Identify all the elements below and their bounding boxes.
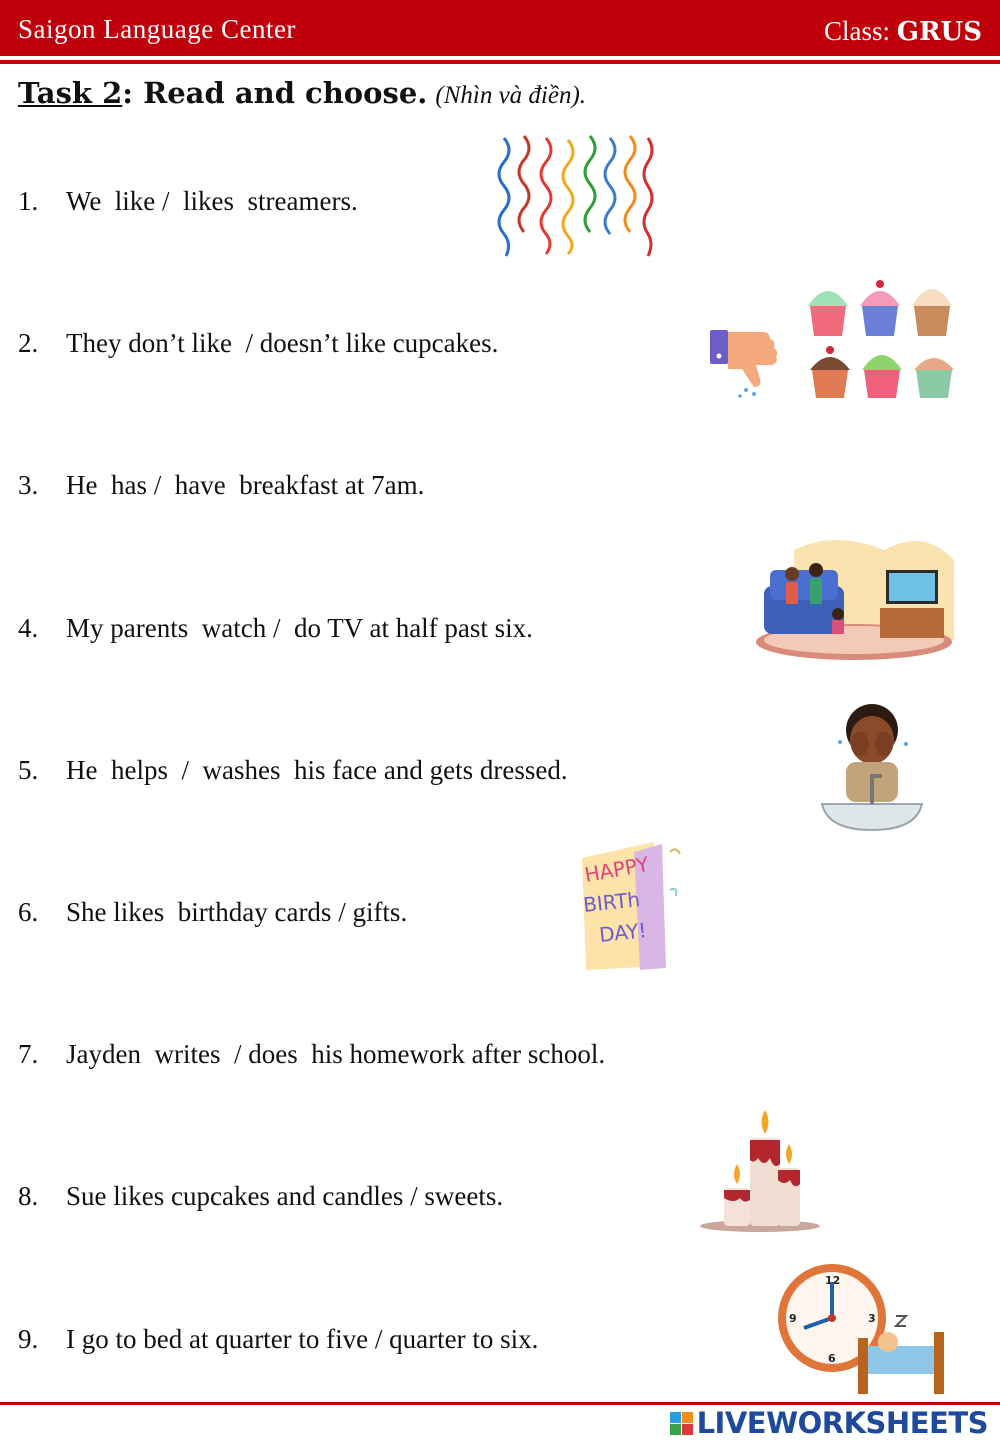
clock-three: 3 <box>868 1312 876 1325</box>
thumbs-down-icon <box>706 322 782 400</box>
card-line-1: HAPPY <box>582 852 651 887</box>
question-number: 5. <box>18 755 39 785</box>
birthday-card-icon <box>578 838 688 974</box>
question-8[interactable] <box>18 1181 503 1212</box>
clock-six: 6 <box>828 1352 836 1365</box>
question-text: He has / have breakfast at 7am. <box>66 470 425 500</box>
clock-twelve: 12 <box>825 1274 841 1287</box>
header-bar <box>0 0 1000 56</box>
class-name: GRUS <box>896 17 982 47</box>
class-info <box>824 16 982 47</box>
cupcakes-icon <box>804 276 956 402</box>
clock-bed-icon <box>776 1262 946 1398</box>
task-heading <box>18 76 586 110</box>
streamers-icon <box>496 134 658 260</box>
clock-nine: 9 <box>789 1312 797 1325</box>
question-number: 1. <box>18 186 39 216</box>
boy-washing-face-icon <box>816 700 924 834</box>
task-title: : Read and choose. <box>122 76 428 110</box>
question-text: Jayden writes / does his homework after school. <box>66 1039 606 1069</box>
question-text: He helps / washes his face and gets dressed. <box>66 755 568 785</box>
logo-blocks-icon <box>670 1412 693 1435</box>
question-6[interactable] <box>18 897 407 928</box>
question-text: She likes birthday cards / gifts. <box>66 897 408 927</box>
question-1[interactable] <box>18 186 358 217</box>
footer-brand: LIVEWORKSHEETS <box>696 1406 988 1440</box>
liveworksheets-logo <box>670 1406 988 1440</box>
task-subtitle: (Nhìn và điền). <box>435 82 587 109</box>
school-name: Saigon Language Center <box>18 14 296 44</box>
question-text: We like / likes streamers. <box>66 186 358 216</box>
card-line-2: BIRTh <box>582 887 642 917</box>
header-divider <box>0 60 1000 64</box>
question-9[interactable] <box>18 1324 538 1355</box>
question-3[interactable] <box>18 470 424 501</box>
question-4[interactable] <box>18 613 533 644</box>
question-number: 4. <box>18 613 39 643</box>
card-line-3: DAY! <box>598 918 648 947</box>
question-2[interactable] <box>18 328 498 359</box>
question-number: 9. <box>18 1324 39 1354</box>
question-number: 7. <box>18 1039 39 1069</box>
candles-icon <box>698 1108 824 1234</box>
footer-divider <box>0 1402 1000 1405</box>
question-text: My parents watch / do TV at half past six. <box>66 613 533 643</box>
family-tv-icon <box>754 530 958 664</box>
question-text: Sue likes cupcakes and candles / sweets. <box>66 1181 504 1211</box>
question-number: 3. <box>18 470 39 500</box>
question-text: They don’t like / doesn’t like cupcakes. <box>66 328 499 358</box>
question-number: 2. <box>18 328 39 358</box>
question-7[interactable] <box>18 1039 605 1070</box>
question-number: 6. <box>18 897 39 927</box>
task-label: Task 2 <box>18 76 123 110</box>
question-text: I go to bed at quarter to five / quarter to six. <box>66 1324 539 1354</box>
question-5[interactable] <box>18 755 568 786</box>
class-label: Class: <box>823 16 890 46</box>
question-number: 8. <box>18 1181 39 1211</box>
